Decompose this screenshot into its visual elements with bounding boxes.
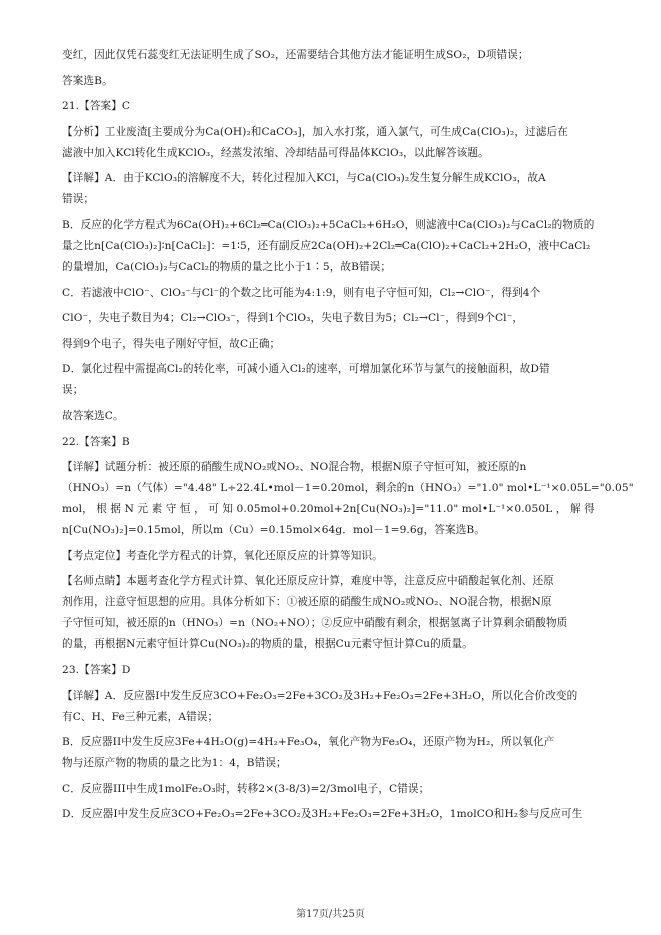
text-line: 【分析】工业废渣[主要成分为Ca(OH)₂和CaCO₃]，加入水打浆，通入氯气，可生成Ca(ClO₃)₂，过滤后在 (62, 125, 568, 138)
document-body (62, 48, 634, 833)
text-line: ClO⁻，失电子数目为4；Cl₂→ClO₃⁻，得到1个ClO₃，失电子数目为5；Cl₂→Cl⁻，得到9个Cl⁻， (62, 312, 524, 325)
text-line: 【详解】A．由于KClO₃的溶解度不大，转化过程加入KCl，与Ca(ClO₃)₂发生复分解生成KClO₃，故A (62, 172, 546, 185)
text-line: 有C、H、Fe三种元素，A错误； (62, 710, 219, 723)
text-line: 的量，再根据N元素守恒计算Cu(NO₃)₂的物质的量，根据Cu元素守恒计算Cu的质量。 (62, 638, 473, 651)
text-line: n[Cu(NO₃)₂]=0.15mol，所以m（Cu）=0.15mol×64g．mol－1=9.6g，答案选B。 (62, 524, 485, 537)
text-line: 剂作用，注意守恒思想的应用。具体分析如下：①被还原的硝酸生成NO₂或NO₂、NO混合物，根据N原 (62, 596, 552, 609)
text-line: 【考点定位】考查化学方程式的计算，氧化还原反应的计算等知识。 (62, 549, 383, 562)
text-line: 误； (62, 384, 84, 397)
question-heading: 21.【答案】C (62, 100, 131, 113)
text-line: 物与还原产物的物质的量之比为1：4，B错误； (62, 757, 287, 770)
text-line: C．反应器III中生成1molFe₂O₃时，转移2×(3-8/3)=2/3mol电子，C错误； (62, 782, 430, 795)
text-line: mol， 根 据 N 元 素 守 恒 ， 可 知 0.05mol+0.20mol+2n[Cu(NO₃)₂]="11.0" mol•L⁻¹×0.050L ， 解 得 (62, 503, 595, 516)
question-heading: 22.【答案】B (62, 435, 130, 448)
text-line: D．反应器I中发生反应3CO+Fe₂O₃=2Fe+3CO₂及3H₂+Fe₂O₃=2Fe+3H₂O，1molCO和H₂参与反应可生 (62, 808, 583, 821)
question-heading: 23.【答案】D (62, 663, 131, 676)
text-line: 【详解】A．反应器I中发生反应3CO+Fe₂O₃=2Fe+3CO₂及3H₂+Fe₂O₃=2Fe+3H₂O，所以化合价改变的 (62, 689, 578, 702)
text-line: 【详解】试题分析：被还原的硝酸生成NO₂或NO₂、NO混合物，根据N原子守恒可知，被还原的n (62, 461, 527, 474)
text-line: 滤液中加入KCl转化生成KClO₃，经蒸发浓缩、冷却结晶可得晶体KClO₃，以此解答该题。 (62, 146, 489, 159)
text-line: B．反应的化学方程式为6Ca(OH)₂+6Cl₂═Ca(ClO₃)₂+5CaCl₂+6H₂O，则滤液中Ca(ClO₃)₂与CaCl₂的物质的 (62, 218, 595, 231)
text-line: C．若滤液中ClO⁻、ClO₃⁻与Cl⁻的个数之比可能为4:1:9，则有电子守恒可知，Cl₂→ClO⁻，得到4个 (62, 286, 541, 299)
text-line: （HNO₃）=n（气体）="4.48" L÷22.4L•mol－1=0.20mol，剩余的n（HNO₃）="1.0" mol•L⁻¹×0.05L="0.05" (62, 482, 634, 495)
text-line: 变红，因此仅凭石蕊变红无法证明生成了SO₂，还需要结合其他方法才能证明生成SO₂，D项错误； (62, 49, 529, 61)
text-line: 得到9个电子，得失电子刚好守恒，故C正确； (62, 337, 281, 350)
text-line: 错误； (62, 193, 95, 206)
text-line: 故答案选C。 (62, 409, 124, 422)
page-number-footer: 第17页/共25页 (296, 909, 365, 920)
text-line: 的量增加，Ca(ClO₃)₂与CaCl₂的物质的量之比小于1∶5，故B错误； (62, 260, 392, 273)
text-line: 子守恒可知，被还原的n（HNO₃）=n（NO₂+NO）；②反应中硝酸有剩余，根据氢离子计算剩余硝酸物质 (62, 617, 568, 630)
text-line: 【名师点睛】本题考查化学方程式计算、氧化还原反应计算，难度中等，注意反应中硝酸起氧化剂、还原 (62, 575, 554, 588)
text-line: D．氯化过程中需提高Cl₂的转化率，可减小通入Cl₂的速率，可增加氯化环节与氯气的接触面积，故D错 (62, 363, 550, 376)
text-line: 量之比n[Ca(ClO₃)₂]∶n[CaCl₂]：=1∶5，还有副反应2Ca(OH)₂+2Cl₂═Ca(ClO)₂+CaCl₂+2H₂O，液中CaCl₂ (62, 239, 591, 252)
text-line: 答案选B。 (62, 74, 113, 87)
text-line: B．反应器II中发生反应3Fe+4H₂O(g)=4H₂+Fe₃O₄，氧化产物为Fe₃O₄，还原产物为H₂，所以氧化产 (62, 736, 555, 749)
